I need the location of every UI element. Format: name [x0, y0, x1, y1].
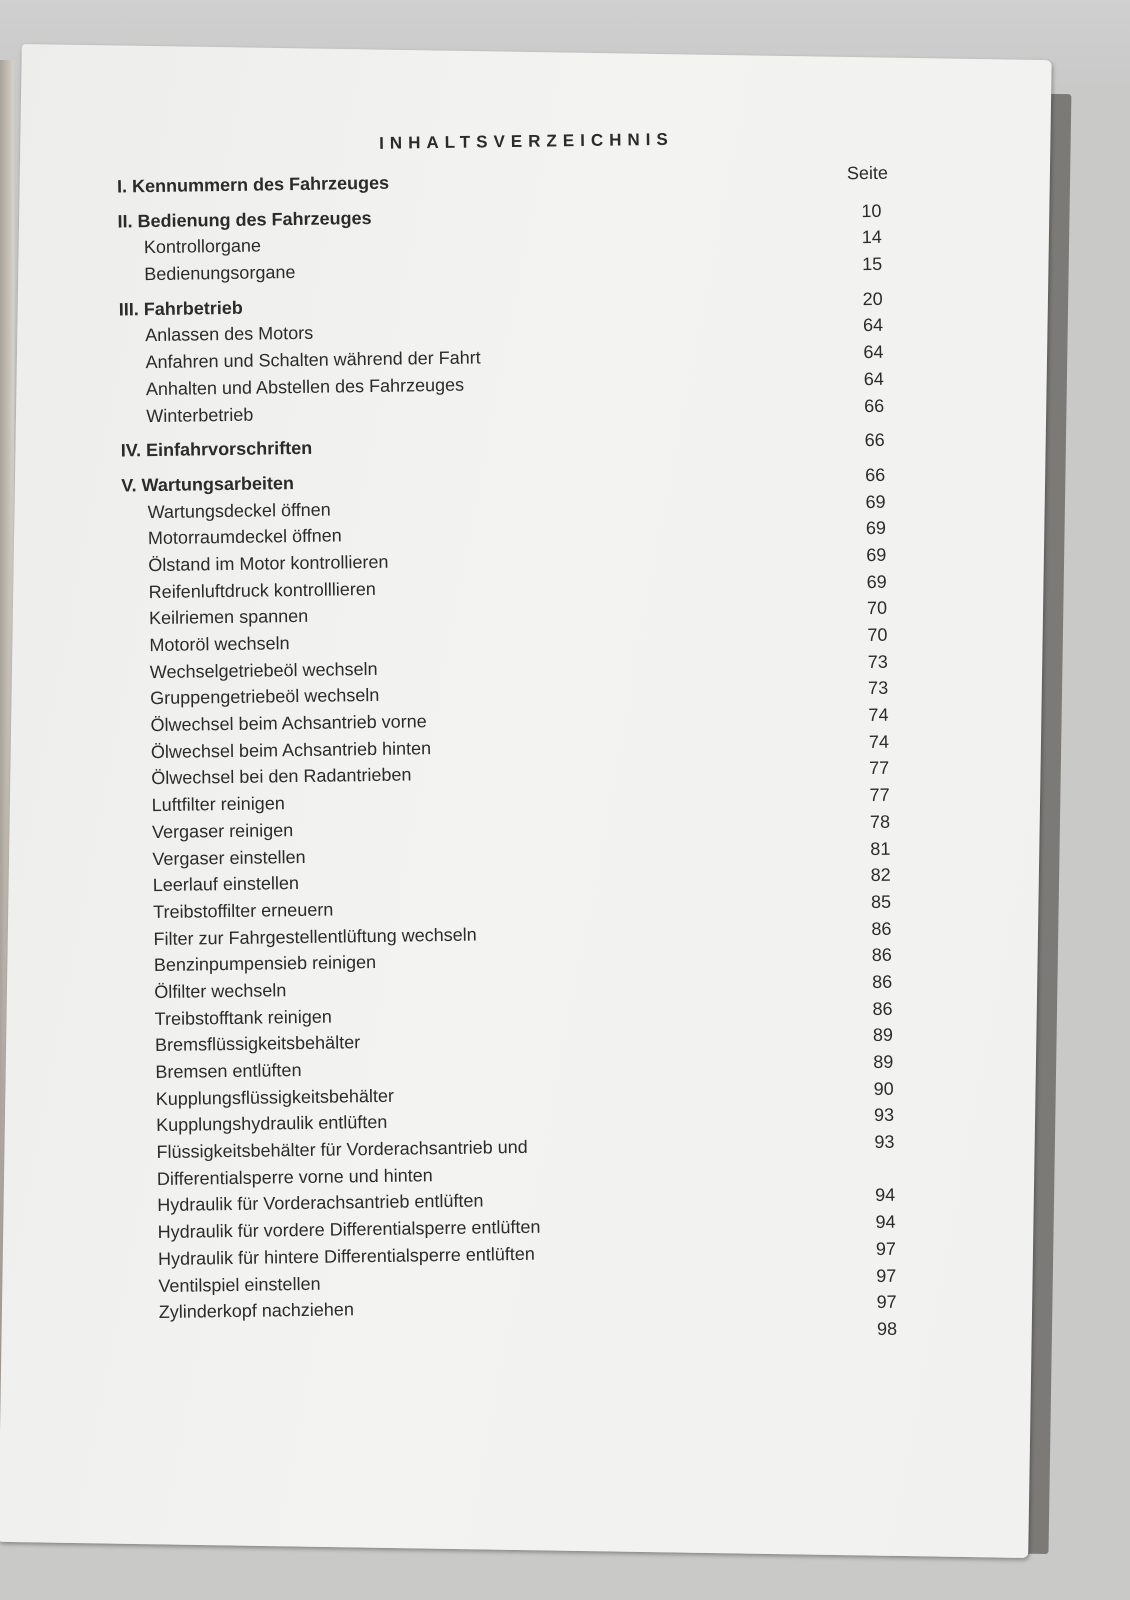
toc-page-number: 14 — [861, 227, 882, 248]
toc-page-number: 89 — [873, 1051, 894, 1073]
toc-page-number: 69 — [866, 544, 887, 566]
toc-entry-title: Motoröl wechseln — [149, 633, 290, 656]
toc-entry-title: Zylinderkopf nachziehen — [158, 1299, 355, 1323]
toc-page-number: 64 — [863, 341, 884, 363]
toc-page-number: 74 — [868, 731, 890, 752]
toc-entry-title: Kupplungsflüssigkeitsbehälter — [155, 1085, 395, 1109]
toc-entry-title: Anfahren und Schalten während der Fahrt — [145, 347, 481, 373]
toc-page-number: 86 — [871, 918, 892, 939]
toc-entry-title: Wechselgetriebeöl wechseln — [149, 658, 378, 682]
toc-entry-title: Bedienungsorgane — [144, 262, 296, 285]
toc-page-number: 70 — [866, 598, 888, 619]
toc-entry-title: Wartungsdeckel öffnen — [147, 499, 331, 522]
toc-entry-title: Treibstoffilter erneuern — [153, 899, 334, 922]
toc-entry-title: Ölwechsel bei den Radantrieben — [151, 764, 412, 789]
toc-entry-title: Flüssigkeitsbehälter für Vorderachsantrieb und — [156, 1136, 528, 1163]
toc-page-number: 66 — [864, 395, 885, 416]
toc-page-number: 93 — [874, 1131, 895, 1153]
toc-entry-title: III. Fahrbetrieb — [118, 297, 243, 320]
toc-entry-title: Bremsen entlüften — [155, 1060, 302, 1083]
toc-page-number: 86 — [872, 998, 893, 1019]
toc-page-number: 66 — [864, 429, 885, 451]
document-page — [0, 44, 1052, 1558]
toc-page-number: 70 — [867, 624, 888, 646]
toc-page-number: 90 — [873, 1078, 894, 1099]
toc-entry-title: Hydraulik für hintere Differentialsperre entlüften — [157, 1243, 535, 1269]
toc-entry-title: Ölstand im Motor kontrollieren — [148, 551, 389, 576]
toc-page-number: 78 — [869, 811, 891, 832]
toc-entry-title: Ölwechsel beim Achsantrieb hinten — [150, 737, 432, 762]
toc-entry-title: IV. Einfahrvorschriften — [120, 437, 313, 461]
toc-entry-title: V. Wartungsarbeiten — [121, 472, 295, 496]
toc-page-number: 69 — [865, 491, 886, 512]
toc-entry-title: Vergaser reinigen — [151, 819, 294, 842]
toc-entry-title: Kontrollorgane — [143, 235, 262, 258]
toc-entry-title: Hydraulik für Vorderachsantrieb entlüften — [157, 1190, 484, 1216]
toc-page-number: 93 — [873, 1105, 895, 1126]
toc-page-number: 97 — [876, 1265, 897, 1286]
toc-entry-title: Leerlauf einstellen — [152, 873, 300, 896]
toc-page-number: 77 — [869, 784, 890, 806]
table-of-contents — [117, 163, 913, 1353]
toc-entry-title: Benzinpumpensieb reinigen — [153, 952, 377, 976]
toc-entry-title: Anlassen des Motors — [144, 323, 314, 346]
toc-page-number: 98 — [876, 1318, 898, 1339]
toc-page-number: 94 — [875, 1185, 896, 1206]
toc-page-number: 86 — [871, 945, 893, 966]
toc-entry-title: Kupplungshydraulik entlüften — [156, 1112, 388, 1136]
toc-entry-title: Ölfilter wechseln — [154, 980, 287, 1002]
toc-page-number: 64 — [862, 315, 884, 336]
toc-page-number: 73 — [867, 678, 889, 699]
toc-entry-title: Anhalten und Abstellen des Fahrzeuges — [145, 374, 465, 399]
page-title: INHALTSVERZEICHNIS — [378, 129, 674, 153]
toc-page-number: 69 — [865, 518, 887, 539]
toc-page-number: 97 — [876, 1291, 897, 1313]
toc-entry-title: Ventilspiel einstellen — [158, 1273, 321, 1296]
toc-page-number: 77 — [869, 758, 890, 779]
toc-content — [116, 127, 913, 1353]
toc-section — [121, 427, 901, 465]
toc-page-number: 73 — [867, 651, 888, 672]
toc-page-number: 97 — [875, 1238, 897, 1259]
toc-page-number: 74 — [868, 704, 889, 726]
toc-entry-title: II. Bedienung des Fahrzeuges — [117, 207, 372, 232]
toc-entry-title: Motorraumdeckel öffnen — [147, 525, 342, 549]
toc-entry-title: Bremsflüssigkeitsbehälter — [154, 1032, 361, 1056]
toc-entry-title: Gruppengetriebeöl wechseln — [150, 685, 380, 709]
toc-entry-title: I. Kennummern des Fahrzeuges — [116, 172, 390, 197]
toc-entry-title: Winterbetrieb — [146, 404, 254, 426]
toc-page-number: 82 — [870, 864, 891, 886]
toc-entry-title: Reifenluftdruck kontrolllieren — [148, 578, 376, 602]
toc-page-number: 20 — [862, 288, 883, 309]
toc-section — [117, 163, 897, 201]
toc-page-number: 15 — [862, 253, 883, 275]
toc-page-number: 64 — [863, 368, 884, 389]
toc-page-number: 69 — [866, 571, 887, 592]
toc-entry-title: Treibstofftank reinigen — [154, 1006, 332, 1029]
toc-page-number: 81 — [870, 838, 891, 859]
toc-entry-title: Ölwechsel beim Achsantrieb vorne — [150, 711, 427, 736]
toc-page-number: 10 — [861, 200, 882, 221]
toc-entry-title: Filter zur Fahrgestellentlüftung wechseln — [153, 924, 477, 949]
toc-entry-title: Keilriemen spannen — [148, 606, 309, 629]
toc-page-number: 66 — [864, 464, 886, 485]
toc-page-number: 94 — [875, 1211, 896, 1233]
toc-entry-title: Hydraulik für vordere Differentialsperre entlüften — [157, 1216, 541, 1243]
toc-entry-title: Differentialsperre vorne und hinten — [156, 1164, 433, 1189]
toc-page-number: 85 — [870, 891, 892, 912]
toc-page-number: 86 — [872, 971, 893, 992]
page-column-header: Seite — [846, 162, 889, 184]
toc-entry-title: Vergaser einstellen — [152, 846, 306, 869]
toc-page-number: 89 — [872, 1025, 894, 1046]
toc-entry-title: Luftfilter reinigen — [151, 793, 285, 816]
